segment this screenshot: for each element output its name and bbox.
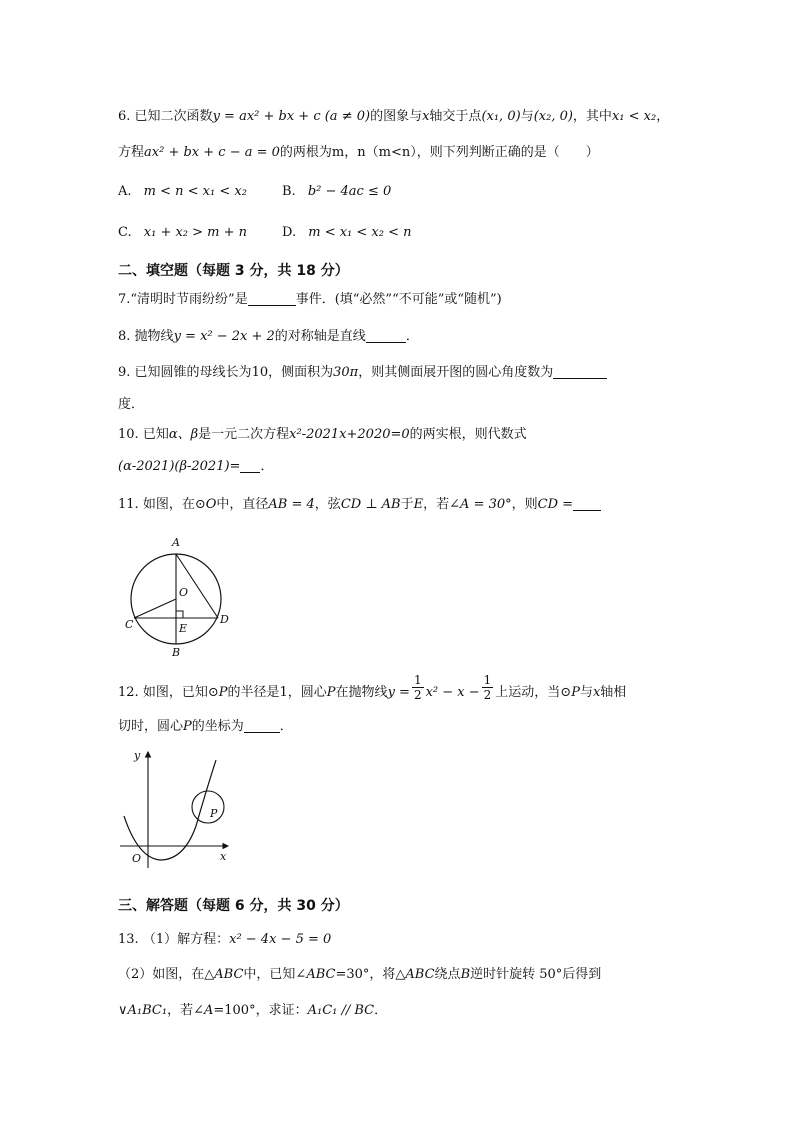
q11-answer-blank[interactable] [573,498,601,511]
q6-option-a-label: A. [118,184,132,199]
label-c: C [125,618,134,631]
q13-part2-b: 中，已知∠ [243,967,307,982]
q12-center-p: P [326,685,336,700]
q6-text-b: 的图象与 [370,109,423,124]
q9-answer-blank[interactable] [553,366,607,379]
label-b: B [172,646,181,659]
q12-y-equals: y = [387,685,410,700]
q12-text-c: ，圆心 [287,685,327,700]
q12-frac1-den: 2 [413,688,422,702]
q8-answer-blank[interactable] [366,330,406,343]
q6-option-c-text: x₁ + x₂ > m + n [143,225,248,240]
q12-middle-terms: x² − x − [425,685,480,700]
q11-text-b: 中，直径 [216,497,269,512]
q12-line2 [118,720,293,733]
q13-rotated-triangle: ∨A₁BC₁ [118,1003,168,1018]
label-o: O [132,852,142,865]
q9-line2: 度． [118,397,145,412]
q11-text-f: ，则 [511,497,538,512]
q12-text-e: 上运动，当 [495,685,561,700]
q12-radius: 1 [279,685,288,700]
q10-number: 10. [118,427,139,442]
q9-value-1: 10 [251,365,269,380]
q12-text-f: 与 [579,685,593,700]
q12-frac2-den: 2 [483,688,492,702]
q13-line3-c: ． [374,1003,388,1018]
q6-text-c: 轴交于点 [429,109,482,124]
q13-triangle-2: △ABC [395,967,435,982]
q11-point-e: E [413,497,424,512]
q6-option-d[interactable] [282,225,412,240]
q10-text-b: 是一元二次方程 [198,427,290,442]
q10-equation: x²-2021x+2020=0 [289,427,410,442]
q12-line2-p: P [183,719,192,734]
q13-line3 [118,1004,387,1017]
q13-angle-abc: ABC [306,967,336,982]
q12-circle-2: ⊙P [560,685,580,700]
q12-frac1-num: 1 [413,673,422,687]
q12-line2-b: 的坐标为 [191,719,244,734]
q6-point1: (x₁, 0) [481,109,521,124]
label-d: D [220,613,229,626]
q6-option-b-text: b² − 4ac ≤ 0 [307,184,392,199]
q6-line2 [118,146,599,159]
q7-answer-blank[interactable] [248,293,296,306]
q6-option-d-text: m < x₁ < x₂ < n [308,225,412,240]
q10-line2 [118,460,273,473]
q13-line3-b: =100°，求证： [213,1003,308,1018]
q13-part2-a: （2）如图，在 [118,967,205,982]
q13-angle-a: A [203,1003,214,1018]
q12-text-d: 在抛物线 [335,685,388,700]
q8-text-a: 抛物线 [134,329,174,344]
circle-p [192,791,224,823]
q6-text-d: 与 [520,109,534,124]
q11-text-e: ，若 [423,497,450,512]
label-a: A [172,536,180,549]
q6-x-axis: x [422,109,430,124]
q10-roots: α、β [168,427,199,442]
q13-part2-c: =30°，将 [335,967,396,982]
q13-parallel: A₁C₁ // BC [307,1003,375,1018]
q13-point-b: B [460,967,471,982]
q6-option-d-label: D. [282,225,297,240]
q9-text-c: ，则其侧面展开图的圆心角度数为 [358,365,554,380]
q6-number: 6. [118,109,131,124]
q11-cd: CD = [537,497,574,512]
q12-text-a: 如图，已知 [142,685,208,700]
section2-title: 二、填空题（每题 3 分，共 18 分） [118,263,349,279]
q10-line1 [118,428,527,441]
q12-fraction-1 [412,673,424,702]
q6-text-f: ， [656,109,670,124]
q13-triangle: △ABC [204,967,244,982]
q9-text-a: 已知圆锥的母线长为 [134,365,252,380]
q12-number: 12. [118,685,139,700]
q10-text-c: 的两实根，则代数式 [409,427,527,442]
q8-number: 8. [118,329,131,344]
q11-text-d: 于 [400,497,414,512]
q7-text-b: 事件．(填“必然”“不可能”或“随机”) [295,292,502,307]
q11-diameter: AB = 4 [268,497,315,512]
q6-line2-b: 的两根为 [279,145,332,160]
q7-text-a: “清明时节雨纷纷”是 [130,292,248,307]
q10-text-d: ． [260,459,274,474]
q6-equation: ax² + bx + c − a = 0 [144,145,280,160]
q12-frac2-num: 1 [483,673,492,687]
q6-option-b[interactable] [282,184,391,199]
q11-angle: ∠A = 30° [449,497,512,512]
label-y: y [134,749,141,762]
section3-title: 三、解答题（每题 6 分，共 30 分） [118,898,349,914]
q11-line [118,498,601,511]
q12-parabola-figure [116,746,236,871]
q6-point2: (x₂, 0) [533,109,573,124]
q11-text-a: 如图，在 [142,497,195,512]
q12-x: x [592,685,601,700]
q8-expression: y = x² − 2x + 2 [173,329,275,344]
q13-part1: （1）解方程： [142,932,230,947]
q12-line1 [118,673,627,702]
segment-oc [134,599,176,618]
q10-text-a: 已知 [142,427,169,442]
label-o: O [179,586,189,599]
q12-text-b: 的半径是 [227,685,280,700]
q12-text-g: 轴相 [600,685,627,700]
q8-line [118,330,419,343]
q6-option-c[interactable] [118,225,247,240]
q9-number: 9. [118,365,131,380]
q12-answer-blank[interactable] [244,720,280,733]
q13-number: 13. [118,932,139,947]
q11-circle-figure [118,532,238,662]
q7-number: 7. [118,292,131,307]
label-e: E [179,622,188,635]
q11-perpendicular: CD ⊥ AB [340,497,401,512]
parabola-curve [124,760,216,860]
q6-line2-a: 方程 [118,145,145,160]
q13-part2-d: 绕点 [434,967,461,982]
q12-line2-c: ． [279,719,293,734]
q6-option-b-label: B. [282,184,296,199]
q8-text-c: ． [405,329,419,344]
q10-answer-blank[interactable] [240,460,260,473]
q6-line1 [118,110,669,123]
q13-line2 [118,968,601,981]
q13-line1 [118,933,331,946]
q7-line [118,293,502,306]
q6-text-a: 已知二次函数 [134,109,213,124]
q12-fraction-2 [482,673,494,702]
q6-text-e: ，其中 [572,109,612,124]
q12-circle: ⊙P [207,685,228,700]
q11-circle: ⊙O [194,497,217,512]
label-p: P [210,807,218,820]
q6-option-a-text: m < n < x₁ < x₂ [143,184,247,199]
q9-text-b: ，侧面积为 [268,365,334,380]
q6-option-c-label: C. [118,225,132,240]
q12-line2-a: 切时，圆心 [118,719,184,734]
q8-text-b: 的对称轴是直线 [274,329,366,344]
q9-line1 [118,366,607,379]
q6-function-expr: y = ax² + bx + c (a ≠ 0) [212,109,371,124]
right-angle-mark [176,611,183,618]
q6-condition: x₁ < x₂ [611,109,657,124]
q13-line3-a: ，若∠ [167,1003,204,1018]
label-x: x [220,850,227,863]
q13-equation: x² − 4x − 5 = 0 [229,932,332,947]
q6-line2-c: m，n（m<n），则下列判断正确的是（ ） [331,145,599,160]
q6-option-a[interactable] [118,184,247,199]
q9-value-2: 30π [333,365,359,380]
q11-text-c: ，弦 [314,497,341,512]
q10-expression: (α-2021)(β-2021)= [118,459,241,474]
q13-part2-e: 逆时针旋转 50°后得到 [470,967,602,982]
q11-number: 11. [118,497,139,512]
